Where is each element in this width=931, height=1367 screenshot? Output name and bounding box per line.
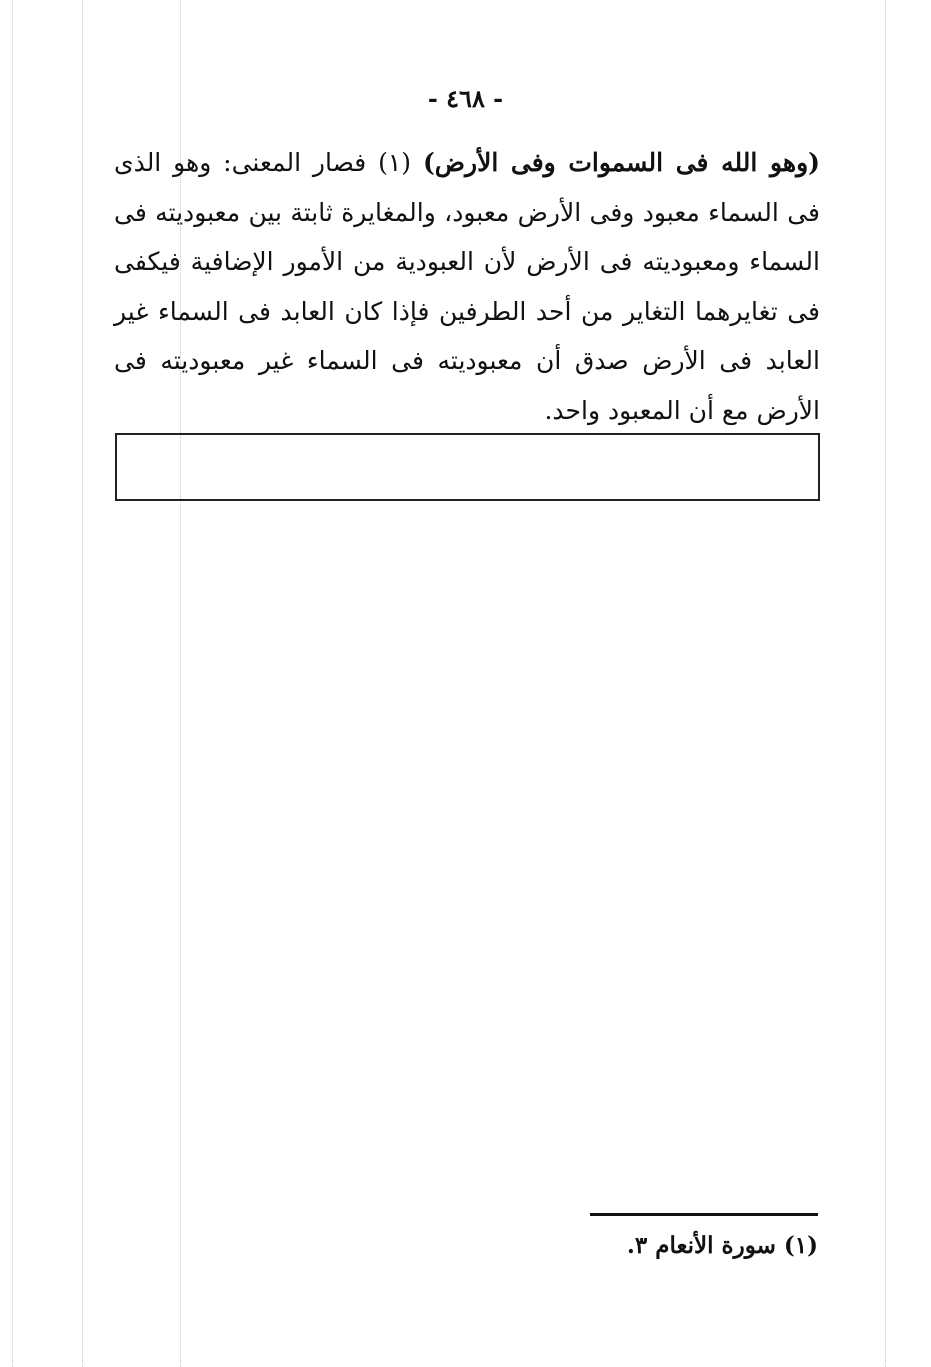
- empty-frame-box: [115, 433, 820, 501]
- scan-dotted-line: [82, 0, 83, 1367]
- footnote-text: (١) سورة الأنعام ٣.: [626, 1232, 818, 1259]
- page-number: - ٤٦٨ -: [427, 84, 504, 113]
- scan-dotted-line: [885, 0, 886, 1367]
- paragraph-text: فصار المعنى: وهو الذى فى السماء معبود وفى الأرض معبود، والمغايرة ثابتة بين معبوديته فى السماء ومعبوديته فى الأرض لأن العبودية من الأمور الإضافية فيكفى فى تغايرهما التغاير من أحد الطرفين فإذا كان العابد فى السماء غير العابد فى الأرض صدق أن معبوديته فى السماء غير معبوديته فى الأرض مع أن المعبود واحد.: [114, 148, 820, 425]
- quran-quote: (وهو الله فى السموات وفى الأرض): [422, 148, 820, 177]
- footnote-reference: (١): [378, 148, 412, 177]
- scan-dotted-line: [12, 0, 13, 1367]
- body-paragraph: [114, 138, 820, 435]
- footnote-separator: [590, 1213, 818, 1216]
